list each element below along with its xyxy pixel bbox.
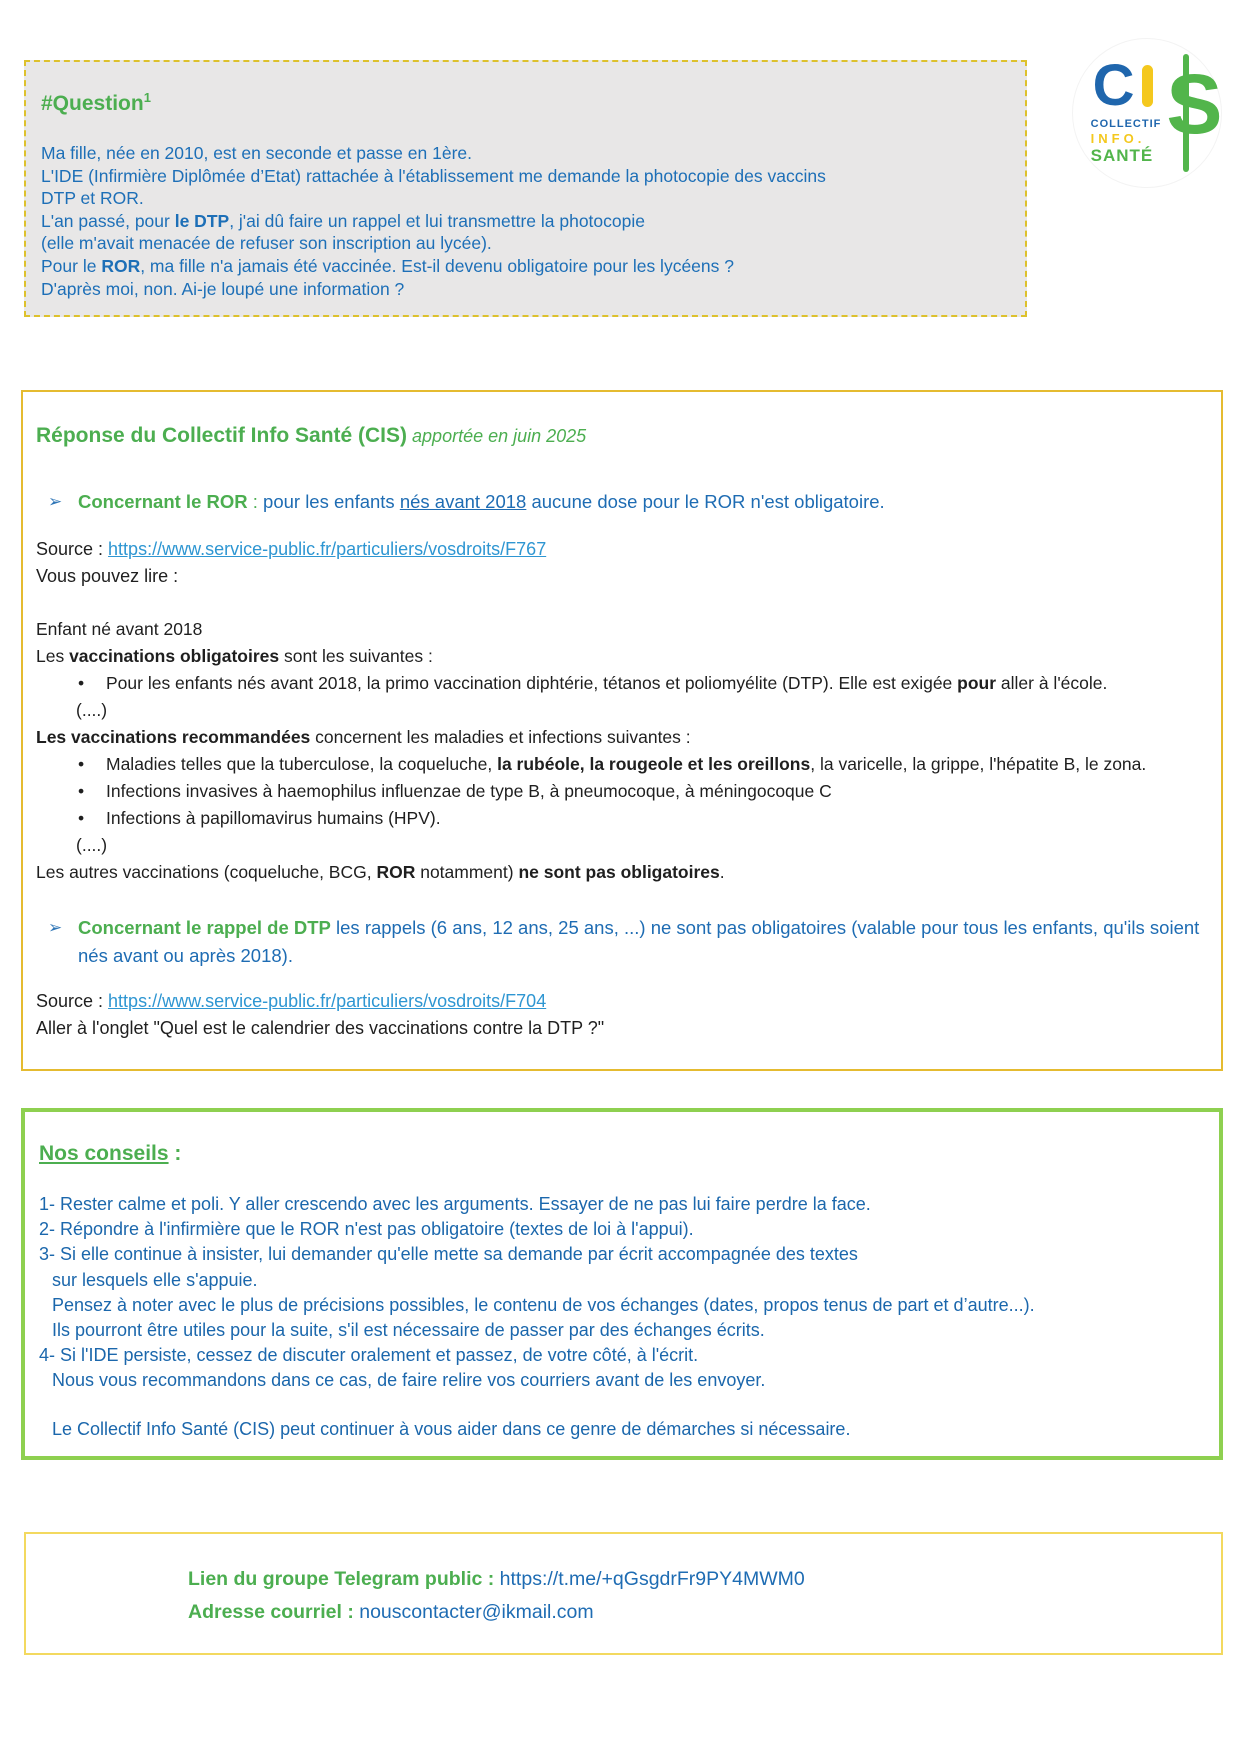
ror-heading: Concernant le ROR: [78, 491, 248, 512]
logo-letter-i-bar: [1142, 65, 1153, 107]
question-line: L'an passé, pour le DTP, j'ai dû faire un rappel et lui transmettre la photocopie: [41, 210, 645, 231]
conseil-line: Le Collectif Info Santé (CIS) peut continuer à vous aider dans ce genre de démarches si nécessaire.: [52, 1418, 851, 1439]
arrow-bullet-icon: ➢: [48, 492, 63, 511]
question-line: (elle m'avait menacée de refuser son inscription au lycée).: [41, 233, 492, 254]
logo-letter-c: C: [1092, 53, 1135, 118]
email-label: Adresse courriel :: [188, 1601, 360, 1623]
staff-snake-s: S: [1166, 57, 1223, 151]
question-box: [24, 60, 1027, 317]
logo-word-collectif: COLLECTIF: [1090, 118, 1162, 130]
bullet-item: • Pour les enfants nés avant 2018, la primo vaccination diphtérie, tétanos et poliomyélite (DTP). Elle est exigée pour aller à l'école.: [36, 670, 1207, 697]
conseil-line: Pensez à noter avec le plus de précisions possibles, le contenu de vos échanges (dates, propos tenus de part et d’autre...).: [52, 1294, 1035, 1315]
logo-word-info: INFO.: [1090, 131, 1146, 146]
source-label: Source :: [36, 991, 109, 1011]
question-footnote-marker: 1: [143, 90, 151, 105]
cis-logo: [1072, 38, 1222, 188]
conseil-line: 3- Si elle continue à insister, lui demander qu'elle mette sa demande par écrit accompagnée des textes: [39, 1244, 858, 1265]
conseil-line: 2- Répondre à l'infirmière que le ROR n'est pas obligatoire (textes de loi à l'appui).: [39, 1219, 694, 1240]
bullet-dot-icon: •: [78, 673, 85, 693]
bullet-item: • Maladies telles que la tuberculose, la coqueluche, la rubéole, la rougeole et les oreillons, la varicelle, la grippe, l'hépatite B, le zona.: [36, 751, 1207, 778]
telegram-label: Lien du groupe Telegram public :: [188, 1568, 500, 1590]
dtp-section: ➢ Concernant le rappel de DTP les rappels (6 ans, 12 ans, 25 ans, ...) ne sont pas obligatoires (valable pour tous les enfants, qu'ils soient nés avant ou après 2018).: [36, 914, 1207, 970]
bullet-item: • Infections invasives à haemophilus influenzae de type B, à pneumocoque, à méningocoque C: [36, 778, 1207, 805]
cis-logo-text-block: [1090, 53, 1162, 166]
source-note: Aller à l'onglet "Quel est le calendrier des vaccinations contre la DTP ?": [36, 1018, 605, 1038]
conseil-line: sur lesquels elle s'appuie.: [52, 1269, 258, 1290]
email-line: [188, 1596, 1221, 1629]
quote-line: Enfant né avant 2018: [36, 619, 203, 639]
conseil-line: 4- Si l'IDE persiste, cessez de discuter oralement et passez, de votre côté, à l'écrit.: [39, 1345, 699, 1366]
telegram-link[interactable]: https://t.me/+qGsgdrFr9PY4MWM0: [499, 1568, 805, 1590]
quote-line: Les vaccinations obligatoires sont les suivantes :: [36, 646, 433, 666]
question-line: L'IDE (Infirmière Diplômée d’Etat) rattachée à l'établissement me demande la photocopie des vaccins: [41, 165, 826, 186]
source-link-f704[interactable]: https://www.service-public.fr/particuliers/vosdroits/F704: [108, 991, 547, 1011]
question-line: D'après moi, non. Ai-je loupé une information ?: [41, 278, 405, 299]
read-label: Vous pouvez lire :: [36, 566, 179, 586]
quote-line: Les autres vaccinations (coqueluche, BCG, ROR notamment) ne sont pas obligatoires.: [36, 862, 725, 882]
conseils-title: Nos conseils :: [39, 1142, 182, 1165]
asclepius-staff-icon: [1166, 54, 1223, 172]
response-box: [21, 390, 1223, 1071]
response-title: [36, 424, 1207, 448]
ror-section: ➢ Concernant le ROR : pour les enfants nés avant 2018 aucune dose pour le ROR n'est obligatoire.: [36, 488, 1207, 516]
quote-block: [36, 616, 1207, 886]
question-line: Ma fille, née en 2010, est en seconde et passe en 1ère.: [41, 143, 472, 163]
email-link[interactable]: nouscontacter@ikmail.com: [359, 1601, 594, 1623]
conseil-line: Nous vous recommandons dans ce cas, de faire relire vos courriers avant de les envoyer.: [52, 1370, 766, 1391]
question-text: [41, 142, 1009, 300]
question-line: Pour le ROR, ma fille n'a jamais été vaccinée. Est-il devenu obligatoire pour les lycéens ?: [41, 255, 734, 276]
ellipsis-line: (....): [76, 835, 108, 855]
question-line: DTP et ROR.: [41, 188, 144, 209]
conseils-box: [21, 1108, 1223, 1460]
cis-logo-inner: [1090, 53, 1223, 172]
source-block-ror: [36, 536, 1207, 590]
bullet-dot-icon: •: [78, 754, 85, 774]
source-line: [36, 988, 1207, 1015]
dtp-heading: Concernant le rappel de DTP: [78, 917, 331, 938]
arrow-bullet-icon: ➢: [48, 918, 63, 937]
source-line: [36, 536, 1207, 563]
ellipsis-line: (....): [76, 700, 108, 720]
conseil-line: Ils pourront être utiles pour la suite, s'il est nécessaire de passer par des échanges écrits.: [52, 1320, 765, 1341]
conseil-line: 1- Rester calme et poli. Y aller crescendo avec les arguments. Essayer de ne pas lui faire perdre la face.: [39, 1194, 871, 1214]
bullet-dot-icon: •: [78, 781, 85, 801]
quote-line: Les vaccinations recommandées concernent les maladies et infections suivantes :: [36, 727, 691, 747]
conseils-body: [39, 1192, 1205, 1442]
logo-word-sante: SANTÉ: [1090, 146, 1154, 165]
bullet-dot-icon: •: [78, 808, 85, 828]
cis-logo-ci: [1092, 53, 1153, 118]
source-label: Source :: [36, 539, 109, 559]
question-title-text: #Question: [41, 92, 144, 115]
bullet-item: • Infections à papillomavirus humains (HPV).: [36, 805, 1207, 832]
source-block-dtp: [36, 988, 1207, 1042]
response-title-text: Réponse du Collectif Info Santé (CIS): [36, 424, 408, 447]
response-date: apportée en juin 2025: [407, 426, 587, 446]
telegram-line: [188, 1563, 1221, 1596]
question-title: [41, 90, 1009, 116]
conseils-title-text: Nos conseils: [39, 1142, 169, 1165]
source-link-f767[interactable]: https://www.service-public.fr/particuliers/vosdroits/F767: [108, 539, 547, 559]
footer-box: [24, 1532, 1223, 1655]
